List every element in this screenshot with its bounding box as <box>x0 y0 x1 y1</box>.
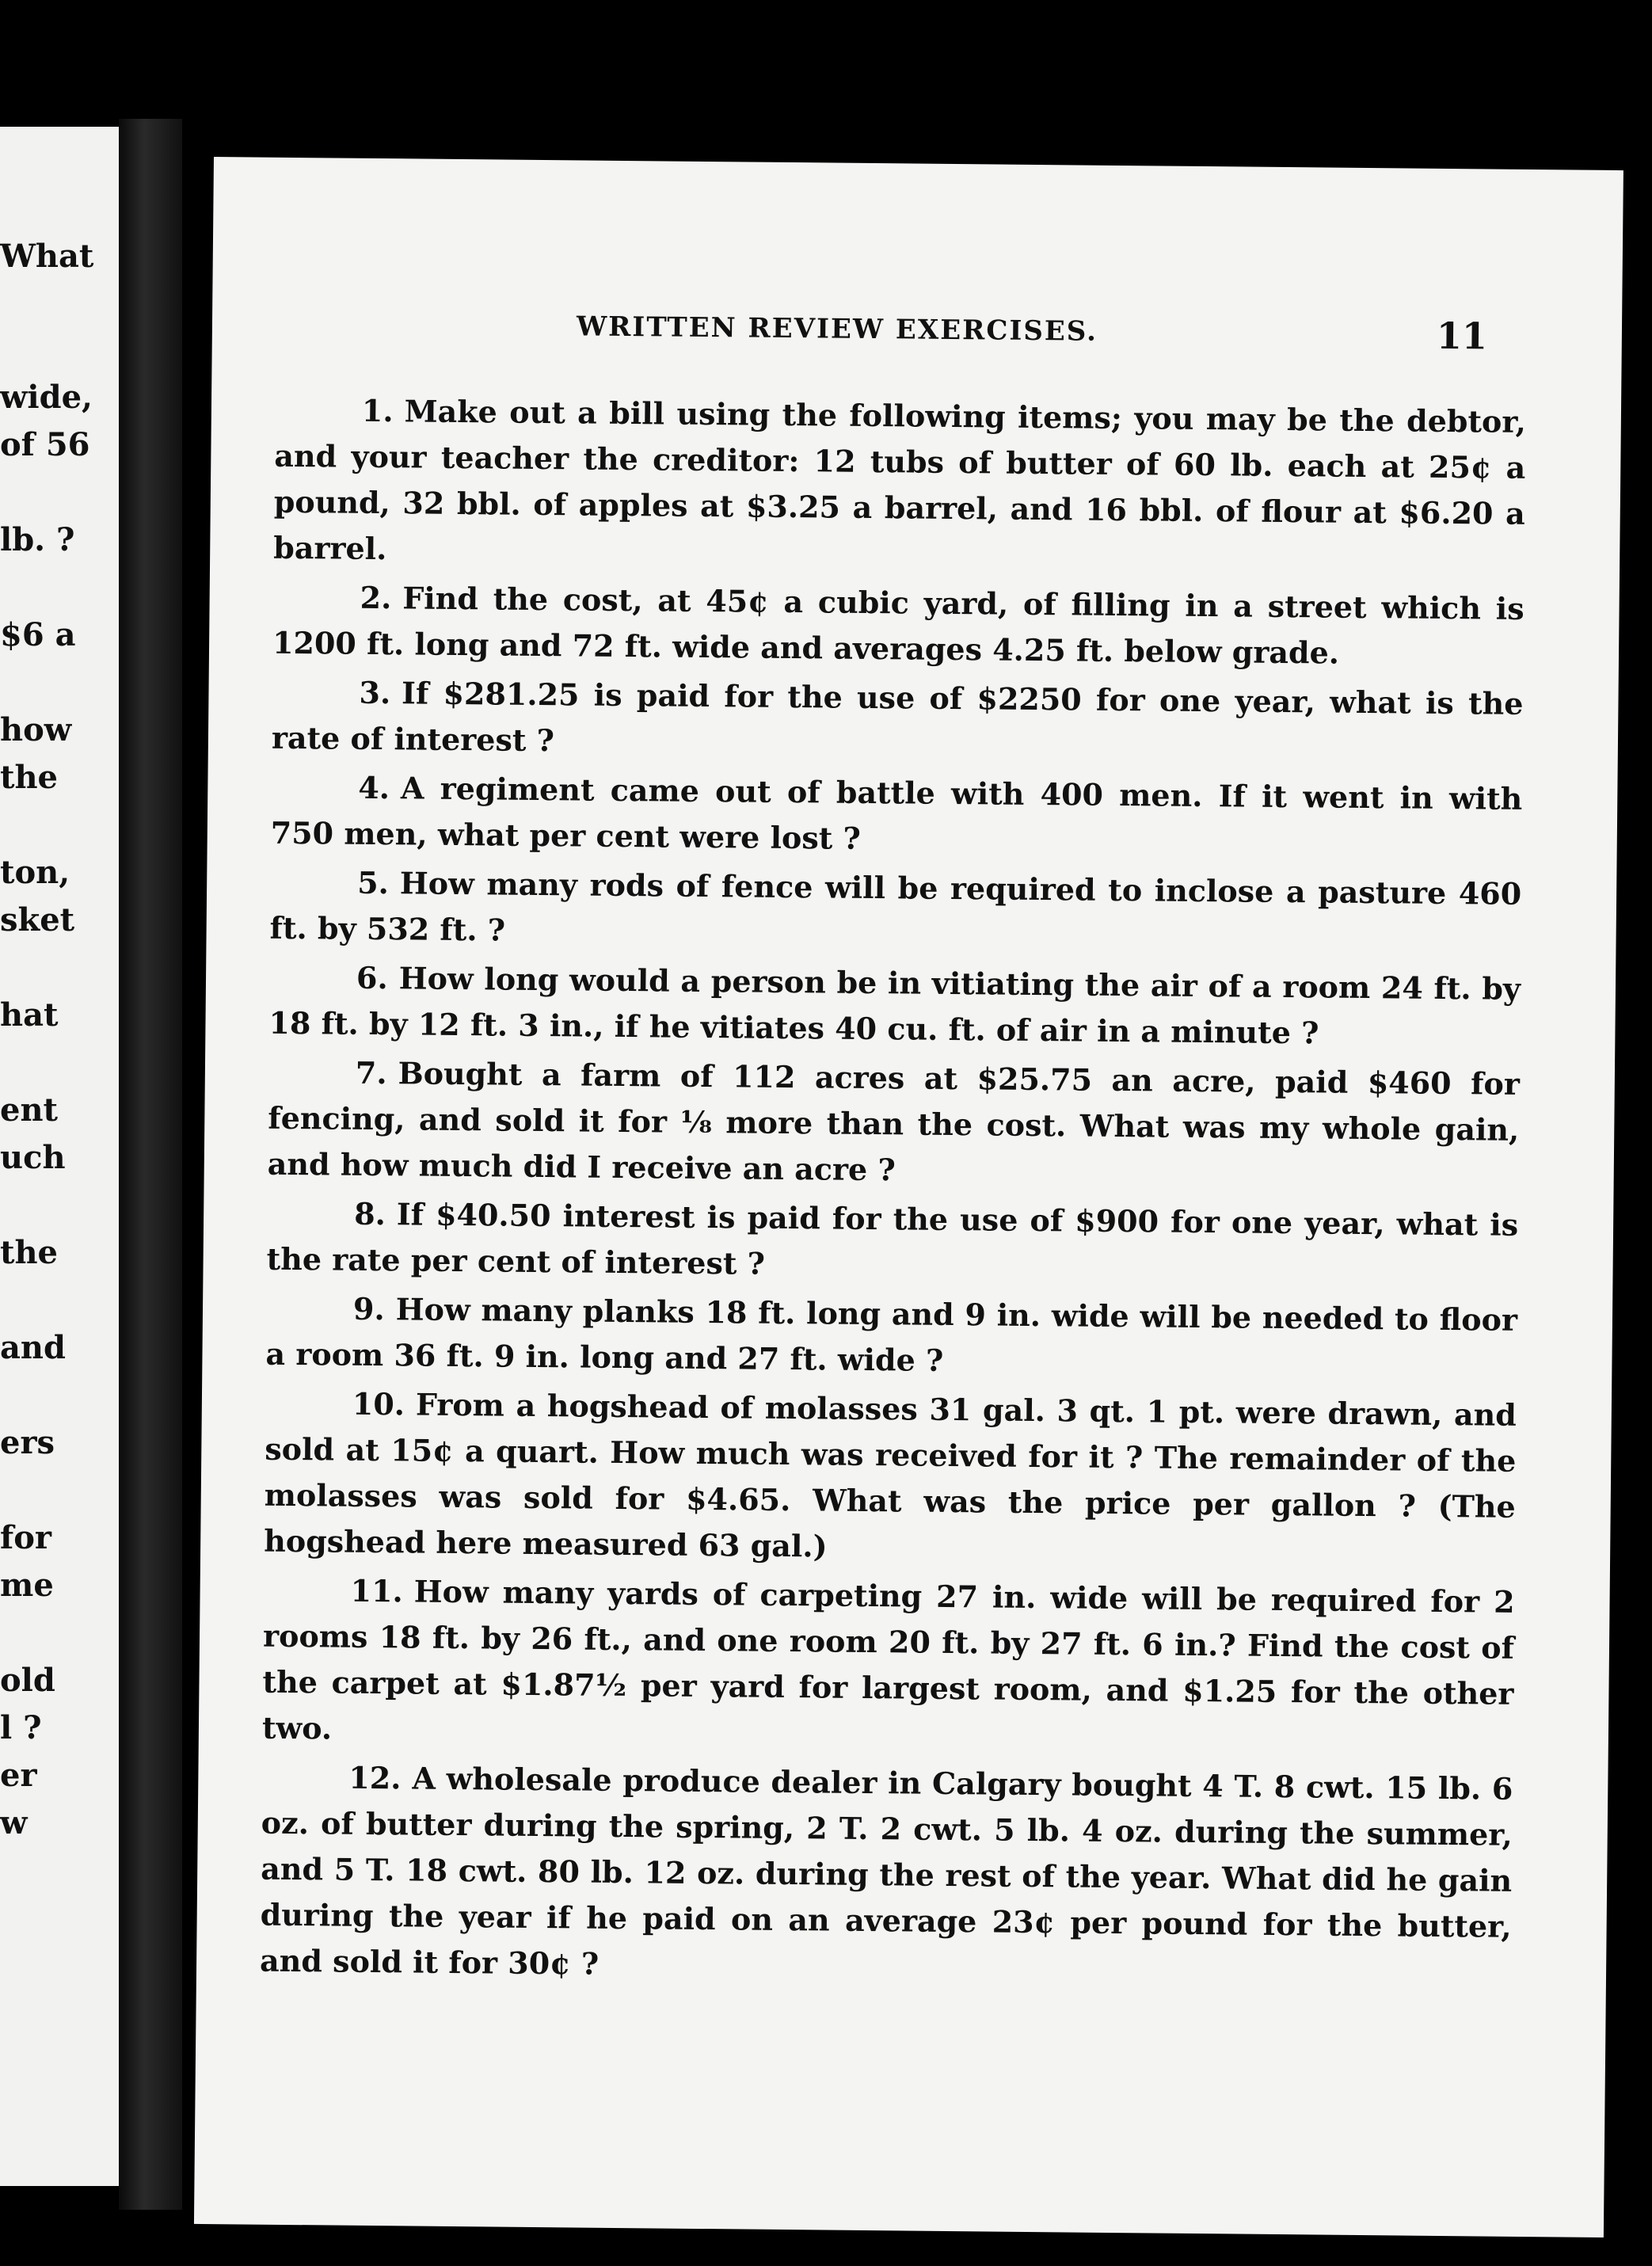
facing-page-fragment: l ? <box>0 1709 42 1746</box>
exercise-item <box>273 387 1526 583</box>
exercise-text: How many rods of fence will be required to inclose a pasture 460 ft. by 532 ft. ? <box>269 865 1522 948</box>
exercise-number: 5. <box>356 864 390 901</box>
exercise-number: 2. <box>360 579 392 616</box>
exercise-text: Make out a bill using the following items; you may be the debtor, and your teacher the creditor: 12 tubs of butter of 60 lb. each at 25¢ a pound, 32 bbl. of apples at $3.25 a barrel, and 16 bbl. of flour at $6.20 a barrel. <box>273 393 1527 567</box>
exercise-number: 8. <box>353 1195 386 1232</box>
page-header <box>276 308 1528 375</box>
facing-page-fragment: uch <box>0 1139 66 1176</box>
exercise-list <box>260 387 1526 1996</box>
facing-page-fragment: me <box>0 1567 54 1604</box>
exercise-number: 10. <box>352 1385 405 1422</box>
exercise-text: If $40.50 interest is paid for the use of $900 for one year, what is the rate per cent of interest ? <box>266 1196 1519 1282</box>
facing-page-fragment: ers <box>0 1424 55 1461</box>
exercise-item <box>260 1754 1513 1996</box>
exercise-item <box>271 764 1523 868</box>
exercise-item <box>262 1567 1515 1763</box>
exercise-text: How long would a person be in vitiating the air of a room 24 ft. by 18 ft. by 12 ft. 3 in., if he vitiates 40 cu. ft. of air in a minute ? <box>268 960 1521 1051</box>
facing-page-fragment: how <box>0 711 72 748</box>
facing-page <box>0 127 119 2186</box>
exercise-text: How many planks 18 ft. long and 9 in. wide will be needed to floor a room 36 ft. 9 in. long and 27 ft. wide ? <box>265 1291 1518 1378</box>
exercise-number: 6. <box>356 959 388 996</box>
exercise-text: How many yards of carpeting 27 in. wide will be required for 2 rooms 18 ft. by 26 ft., and one room 20 ft. by 27 ft. 6 in.? Find the cost of the carpet at $1.87½ per yard for largest room, and $1.25 for the other two. <box>261 1573 1515 1746</box>
exercise-item <box>269 859 1521 963</box>
exercise-text: A regiment came out of battle with 400 men. If it went in with 750 men, what per cent were lost ? <box>270 770 1523 856</box>
facing-page-fragment: $6 a <box>0 616 76 653</box>
exercise-text: Find the cost, at 45¢ a cubic yard, of filling in a street which is 1200 ft. long and 72 ft. wide and averages 4.25 ft. below grade. <box>272 580 1524 671</box>
exercise-item <box>268 954 1521 1058</box>
running-head: WRITTEN REVIEW EXERCISES. <box>576 310 1098 348</box>
exercise-text: A wholesale produce dealer in Calgary bought 4 T. 8 cwt. 15 lb. 6 oz. of butter during the spring, 2 T. 2 cwt. 5 lb. 4 oz. during the summer, and 5 T. 18 cwt. 80 lb. 12 oz. during the rest of the year. What did he gain during the year if he paid on an average 23¢ per pound for the butter, and sold it for 30¢ ? <box>259 1760 1513 1982</box>
exercise-number: 3. <box>359 674 391 711</box>
exercise-number: 7. <box>355 1054 387 1091</box>
facing-page-fragment: er <box>0 1757 37 1794</box>
facing-page-fragment: the <box>0 1234 59 1271</box>
exercise-number: 12. <box>348 1759 402 1796</box>
exercise-number: 4. <box>358 769 390 806</box>
facing-page-fragment: hat <box>0 996 59 1034</box>
facing-page-fragment: ent <box>0 1091 59 1129</box>
facing-page-fragment: of 56 <box>0 426 90 463</box>
facing-page-fragment: for <box>0 1519 51 1556</box>
exercise-item <box>265 1285 1517 1389</box>
facing-page-fragment: wide, <box>0 379 93 416</box>
exercise-item <box>264 1381 1517 1576</box>
exercise-item <box>272 669 1524 773</box>
book-gutter <box>119 119 182 2210</box>
facing-page-fragment: w <box>0 1804 28 1841</box>
book-page <box>194 157 1623 2237</box>
facing-page-fragment: What <box>0 238 94 275</box>
exercise-text: From a hogshead of molasses 31 gal. 3 qt. 1 pt. were drawn, and sold at 15¢ a quart. How much was received for it ? The remainder of the molasses was sold for $4.65. What was the price per gallon ? (The hogshead here measured 63 gal.) <box>264 1386 1517 1564</box>
page-number: 11 <box>1436 314 1488 358</box>
exercise-text: Bought a farm of 112 acres at $25.75 an acre, paid $460 for fencing, and sold it for ⅛ more than the cost. What was my whole gain, and how much did I receive an acre ? <box>267 1055 1521 1188</box>
facing-page-fragment: and <box>0 1329 66 1366</box>
facing-page-fragment: the <box>0 759 59 796</box>
exercise-number: 9. <box>352 1290 385 1327</box>
exercise-text: If $281.25 is paid for the use of $2250 for one year, what is the rate of interest ? <box>271 675 1524 759</box>
facing-page-fragment: ton, <box>0 854 70 891</box>
facing-page-fragment: lb. ? <box>0 521 75 558</box>
exercise-item <box>272 574 1524 678</box>
facing-page-fragment: old <box>0 1662 55 1699</box>
exercise-item <box>268 1049 1521 1199</box>
facing-page-fragment: sket <box>0 901 75 939</box>
exercise-number: 11. <box>350 1572 403 1609</box>
exercise-number: 1. <box>361 392 394 429</box>
exercise-item <box>266 1190 1518 1294</box>
